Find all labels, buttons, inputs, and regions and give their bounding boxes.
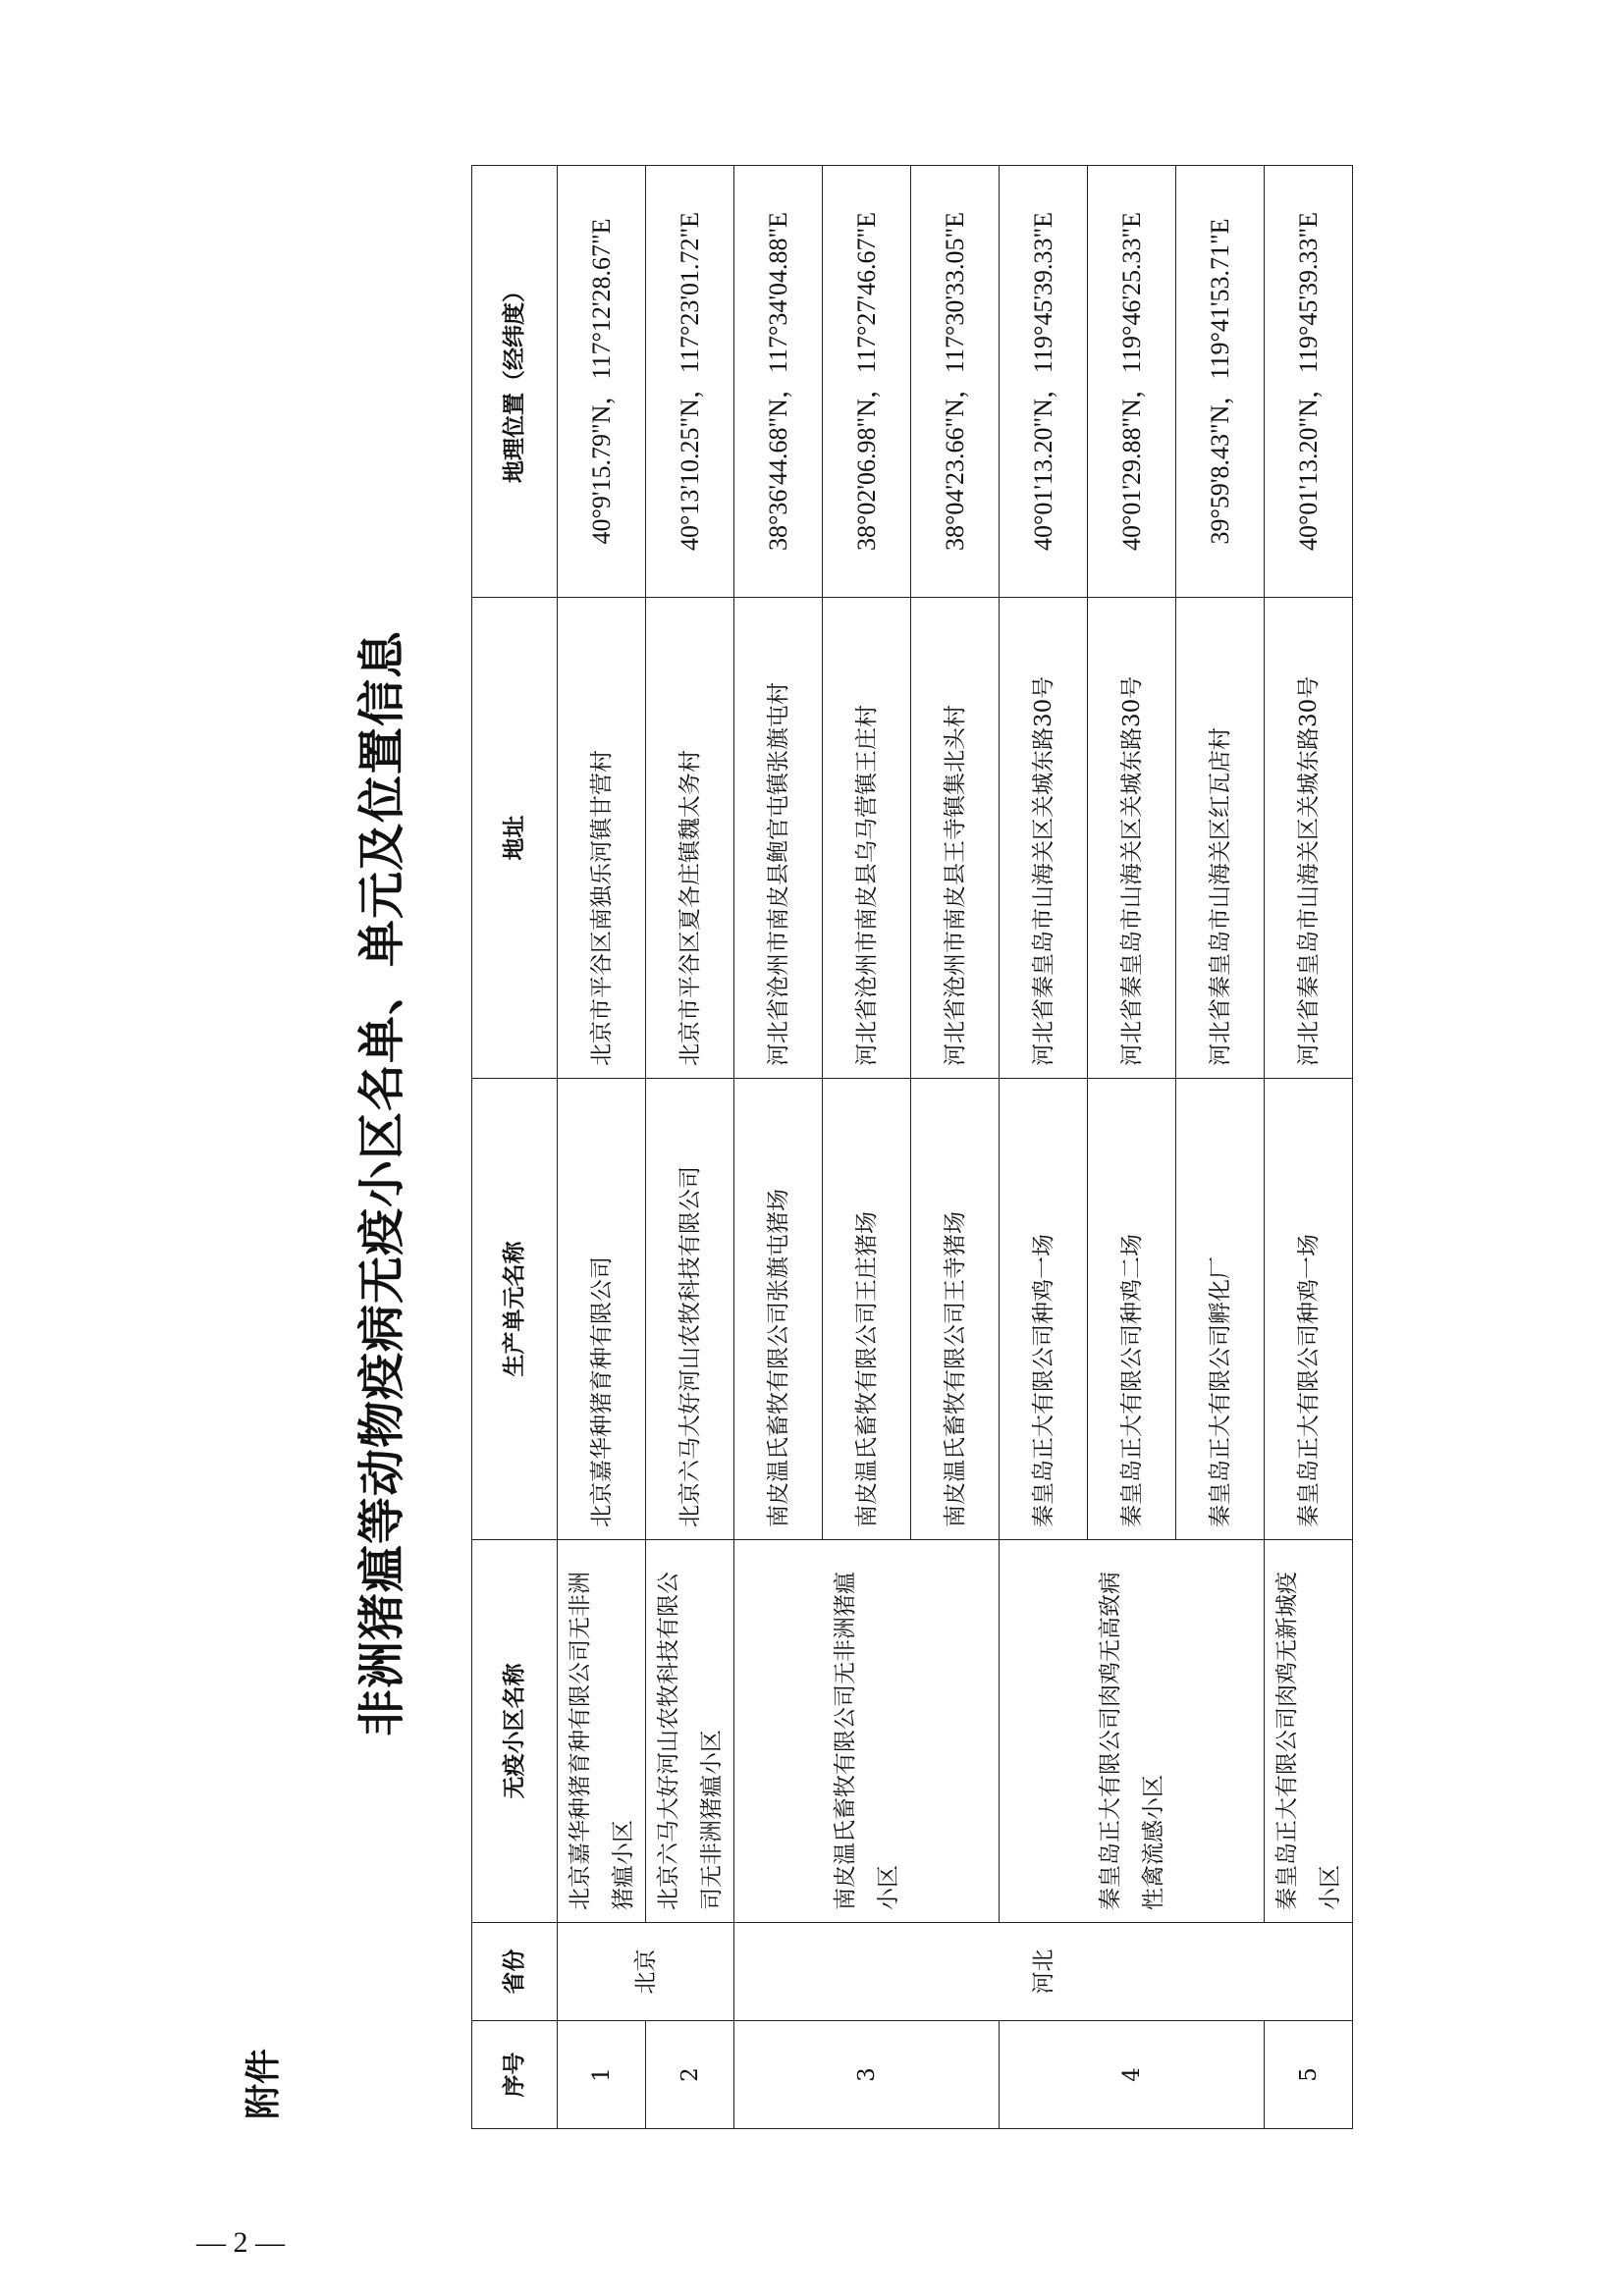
province-cell: 北京: [558, 1923, 734, 2021]
address-cell: 河北省沧州市南皮县鲍官屯镇张旗屯村: [734, 598, 823, 1079]
location-cell: 40°01'13.20"N，119°45'39.33"E: [1265, 166, 1353, 598]
address-cell: 河北省沧州市南皮县王寺镇集北头村: [911, 598, 1000, 1079]
header-address: 地址: [472, 598, 558, 1079]
address-cell: 河北省秦皇岛市山海关区关城东路30号: [1265, 598, 1353, 1079]
unit-name-cell: 秦皇岛正大有限公司种鸡一场: [1265, 1079, 1353, 1540]
unit-name-cell: 南皮温氏畜牧有限公司王寺猪场: [911, 1079, 1000, 1540]
address-cell: 北京市平谷区夏各庄镇魏太务村: [646, 598, 734, 1079]
seq-cell: 2: [646, 2021, 734, 2129]
address-cell: 北京市平谷区南独乐河镇甘营村: [558, 598, 646, 1079]
zone-name-cell: 北京嘉华种猪育种有限公司无非洲猪瘟小区: [558, 1540, 646, 1923]
attachment-label: 附件: [244, 2048, 284, 2119]
unit-name-cell: 秦皇岛正大有限公司种鸡一场: [1000, 1079, 1088, 1540]
zone-name-cell: 秦皇岛正大有限公司肉鸡无高致病性禽流感小区: [1000, 1540, 1265, 1923]
address-cell: 河北省秦皇岛市山海关区关城东路30号: [1088, 598, 1176, 1079]
table-row: [558, 166, 646, 2129]
unit-name-cell: 秦皇岛正大有限公司孵化厂: [1176, 1079, 1265, 1540]
table-row: [734, 166, 823, 2129]
header-seq: 序号: [472, 2021, 558, 2129]
zone-name-cell: 北京六马大好河山农牧科技有限公司无非洲猪瘟小区: [646, 1540, 734, 1923]
header-unit: 生产单元名称: [472, 1079, 558, 1540]
location-cell: 38°04'23.66"N，117°30'33.05"E: [911, 166, 1000, 598]
header-province: 省份: [472, 1923, 558, 2021]
header-zone: 无疫小区名称: [472, 1540, 558, 1923]
seq-cell: 5: [1265, 2021, 1353, 2129]
seq-cell: 3: [734, 2021, 1000, 2129]
location-cell: 40°01'29.88"N，119°46'25.33"E: [1088, 166, 1176, 598]
table-row: [646, 166, 734, 2129]
page-number: — 2 —: [196, 2226, 285, 2259]
province-cell: 河北: [734, 1923, 1353, 2021]
zone-unit-table: [471, 165, 1353, 2129]
table-header-row: [472, 166, 558, 2129]
unit-name-cell: 秦皇岛正大有限公司种鸡二场: [1088, 1079, 1176, 1540]
address-cell: 河北省秦皇岛市山海关区关城东路30号: [1000, 598, 1088, 1079]
location-cell: 38°02'06.98"N，117°27'46.67"E: [823, 166, 911, 598]
zone-name-cell: 秦皇岛正大有限公司肉鸡无新城疫小区: [1265, 1540, 1353, 1923]
seq-cell: 4: [1000, 2021, 1265, 2129]
unit-name-cell: 南皮温氏畜牧有限公司王庄猪场: [823, 1079, 911, 1540]
location-cell: 40°9'15.79"N，117°12'28.67"E: [558, 166, 646, 598]
unit-name-cell: 北京六马大好河山农牧科技有限公司: [646, 1079, 734, 1540]
unit-name-cell: 北京嘉华种猪育种有限公司: [558, 1079, 646, 1540]
table-row: [1000, 166, 1088, 2129]
address-cell: 河北省沧州市南皮县乌马营镇王庄村: [823, 598, 911, 1079]
location-cell: 40°13'10.25"N，117°23'01.72"E: [646, 166, 734, 598]
location-cell: 40°01'13.20"N，119°45'39.33"E: [1000, 166, 1088, 598]
seq-cell: 1: [558, 2021, 646, 2129]
zone-name-cell: 南皮温氏畜牧有限公司无非洲猪瘟小区: [734, 1540, 1000, 1923]
location-cell: 38°36'44.68"N，117°34'04.88"E: [734, 166, 823, 598]
document-title: 非洲猪瘟等动物疫病无疫小区名单、单元及位置信息: [354, 629, 409, 1736]
header-location: 地理位置（经纬度）: [472, 166, 558, 598]
address-cell: 河北省秦皇岛市山海关区红瓦店村: [1176, 598, 1265, 1079]
location-cell: 39°59'8.43"N，119°41'53.71"E: [1176, 166, 1265, 598]
unit-name-cell: 南皮温氏畜牧有限公司张旗屯猪场: [734, 1079, 823, 1540]
table-row: [1265, 166, 1353, 2129]
